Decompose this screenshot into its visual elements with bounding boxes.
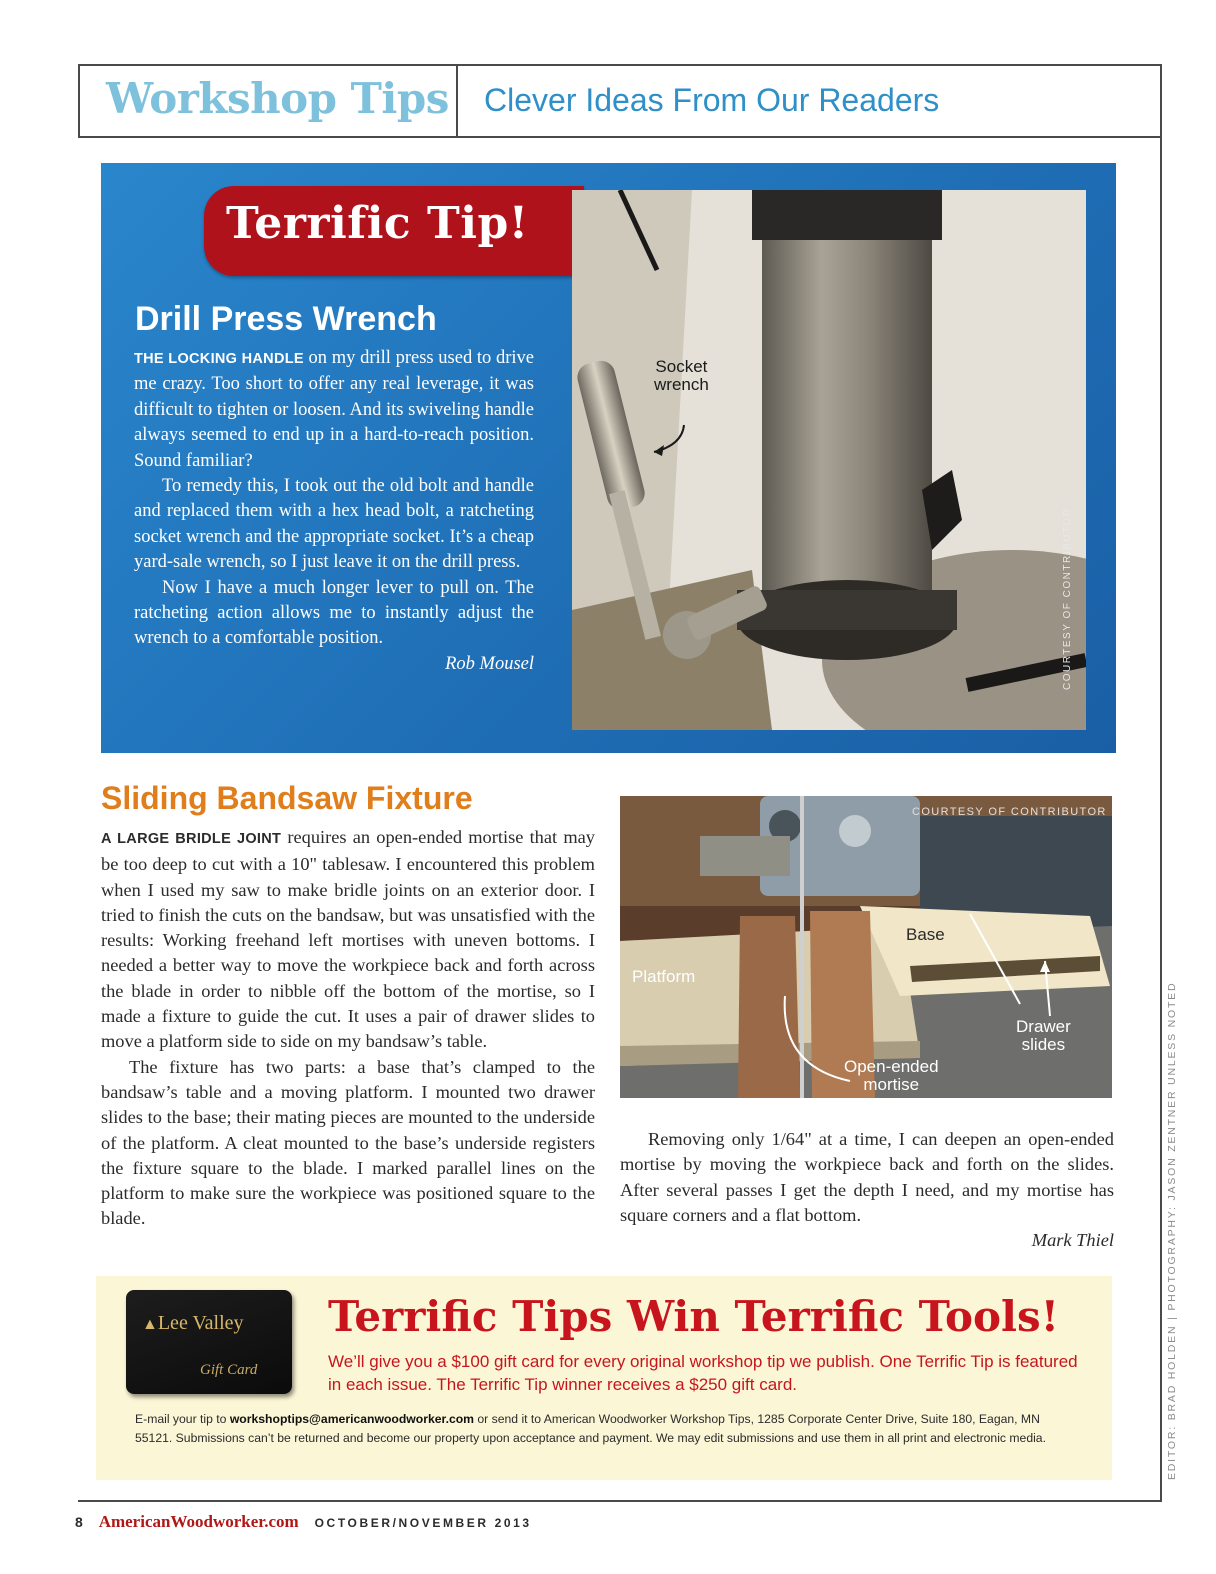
drawer-slides-line2: slides xyxy=(1021,1035,1066,1054)
bandsaw-photo xyxy=(620,796,1112,1098)
terrific-tip-banner-text: Terrific Tip! xyxy=(226,198,529,249)
drill-press-photo xyxy=(572,190,1086,730)
socket-wrench-label-line2: wrench xyxy=(654,375,709,394)
side-credit: EDITOR: BRAD HOLDEN | PHOTOGRAPHY: JASON ZENTNER UNLESS NOTED xyxy=(1166,981,1178,1480)
base-label: Base xyxy=(906,925,945,944)
drill-press-article xyxy=(134,346,534,677)
bandsaw-paragraph-3: Removing only 1/64" at a time, I can deepen an open-ended mortise by moving the workpiece back and forth on the slides. After several passes I get the depth I need, and my mortise has square corners and a flat bottom. xyxy=(620,1129,1114,1225)
gift-card-label: Gift Card xyxy=(200,1362,258,1378)
drill-paragraph-2: To remedy this, I took out the old bolt and handle and replaced them with a hex head bolt, a ratcheting socket wrench and the appropriate socket. It’s a cheap yard-sale wrench, so I just leave it on the drill press. xyxy=(134,476,534,573)
tree-icon: ▲ xyxy=(142,1316,158,1333)
section-title: Workshop Tips xyxy=(106,74,449,123)
bandsaw-paragraph-1 xyxy=(101,825,595,1055)
open-ended-mortise-label xyxy=(844,1058,939,1094)
promo-subtitle: We’ll give you a $100 gift card for every original workshop tip we publish. One Terrific Tip is featured in each issue. The Terrific Tip winner receives a $250 gift card. xyxy=(328,1352,1078,1394)
gift-card-brand xyxy=(142,1312,244,1335)
bandsaw-article-right xyxy=(620,1127,1114,1253)
section-subtitle: Clever Ideas From Our Readers xyxy=(484,82,940,118)
bandsaw-author: Mark Thiel xyxy=(1031,1230,1114,1251)
bandsaw-paragraph-2: The fixture has two parts: a base that’s clamped to the bandsaw’s table and a moving platform. I mounted two drawer slides to the base; their mating pieces are mounted to the underside of the platform. A cleat mounted to the base’s underside registers the fixture square to the blade. I marked parallel lines on the platform to make sure the workpiece was positioned square to the blade. xyxy=(101,1056,595,1229)
photo-credit-1: COURTESY OF CONTRIBUTOR xyxy=(1062,507,1073,690)
header-divider xyxy=(456,66,458,138)
bandsaw-paragraph-1-text: requires an open-ended mortise that may be too deep to cut with a 10" tablesaw. I encountered this problem when I used my saw to make bridle joints on an exterior door. I tried to finish the cuts on the bandsaw, but was unsatisfied with the results: Working freehand left mortises with uneven bottoms. I needed a better way to move the workpiece back and forth across the blade in order to nibble off the bottom of the mortise, so I made a fixture to guide the cut. It uses a pair of drawer slides to move a platform side to side on my bandsaw’s table. xyxy=(101,827,595,1052)
promo-fine-post: or send it to American Woodworker Workshop Tips, 1285 Corporate Center Drive, Suite 180, Eagan, MN 55121. Submissions can’t be returned and become our property upon acceptance and payment. We may edit submissions and use them in all print and electronic media. xyxy=(135,1412,1046,1445)
bottom-rule xyxy=(78,1500,1162,1502)
socket-wrench-label xyxy=(654,358,709,394)
drill-author: Rob Mousel xyxy=(445,653,534,674)
drill-press-title: Drill Press Wrench xyxy=(135,300,437,338)
drawer-slides-label xyxy=(1016,1018,1071,1054)
bandsaw-lead-caps: A LARGE BRIDLE JOINT xyxy=(101,831,282,847)
drill-paragraph-1 xyxy=(134,346,534,474)
drill-press-illustration xyxy=(572,190,1086,730)
promo-title: Terrific Tips Win Terrific Tools! xyxy=(328,1292,1060,1341)
drill-paragraph-3: Now I have a much longer lever to pull on. The ratcheting action allows me to instantly adjust the wrench to a comfortable position. xyxy=(134,577,534,649)
promo-email-link[interactable]: workshoptips@americanwoodworker.com xyxy=(229,1412,475,1426)
bandsaw-article-left xyxy=(101,825,595,1232)
page-number: 8 xyxy=(75,1514,83,1530)
bandsaw-title: Sliding Bandsaw Fixture xyxy=(101,780,473,816)
page-footer xyxy=(75,1512,532,1532)
promo-fine-pre: E-mail your tip to xyxy=(135,1412,230,1426)
footer-site[interactable]: AmericanWoodworker.com xyxy=(98,1512,299,1531)
footer-issue: OCTOBER/NOVEMBER 2013 xyxy=(314,1516,532,1530)
gift-card-image xyxy=(126,1290,292,1394)
platform-label: Platform xyxy=(632,967,696,986)
mortise-label-line2: mortise xyxy=(863,1075,920,1094)
photo-credit-2: COURTESY OF CONTRIBUTOR xyxy=(912,806,1107,818)
mortise-label-line1: Open-ended xyxy=(844,1057,939,1076)
socket-wrench-label-line1: Socket xyxy=(655,357,708,376)
side-rule xyxy=(1160,64,1162,1502)
drill-paragraph-1-text: on my drill press used to drive me crazy. Too short to offer any real leverage, it was difficult to tighten or loosen. And its swiveling handle always seemed to end up in a hard-to-reach position. Sound familiar? xyxy=(134,348,534,471)
drawer-slides-line1: Drawer xyxy=(1016,1017,1071,1036)
gift-card-brand-text: Lee Valley xyxy=(157,1312,244,1334)
drill-lead-caps: THE LOCKING HANDLE xyxy=(134,351,304,367)
promo-fine-print xyxy=(135,1410,1079,1447)
